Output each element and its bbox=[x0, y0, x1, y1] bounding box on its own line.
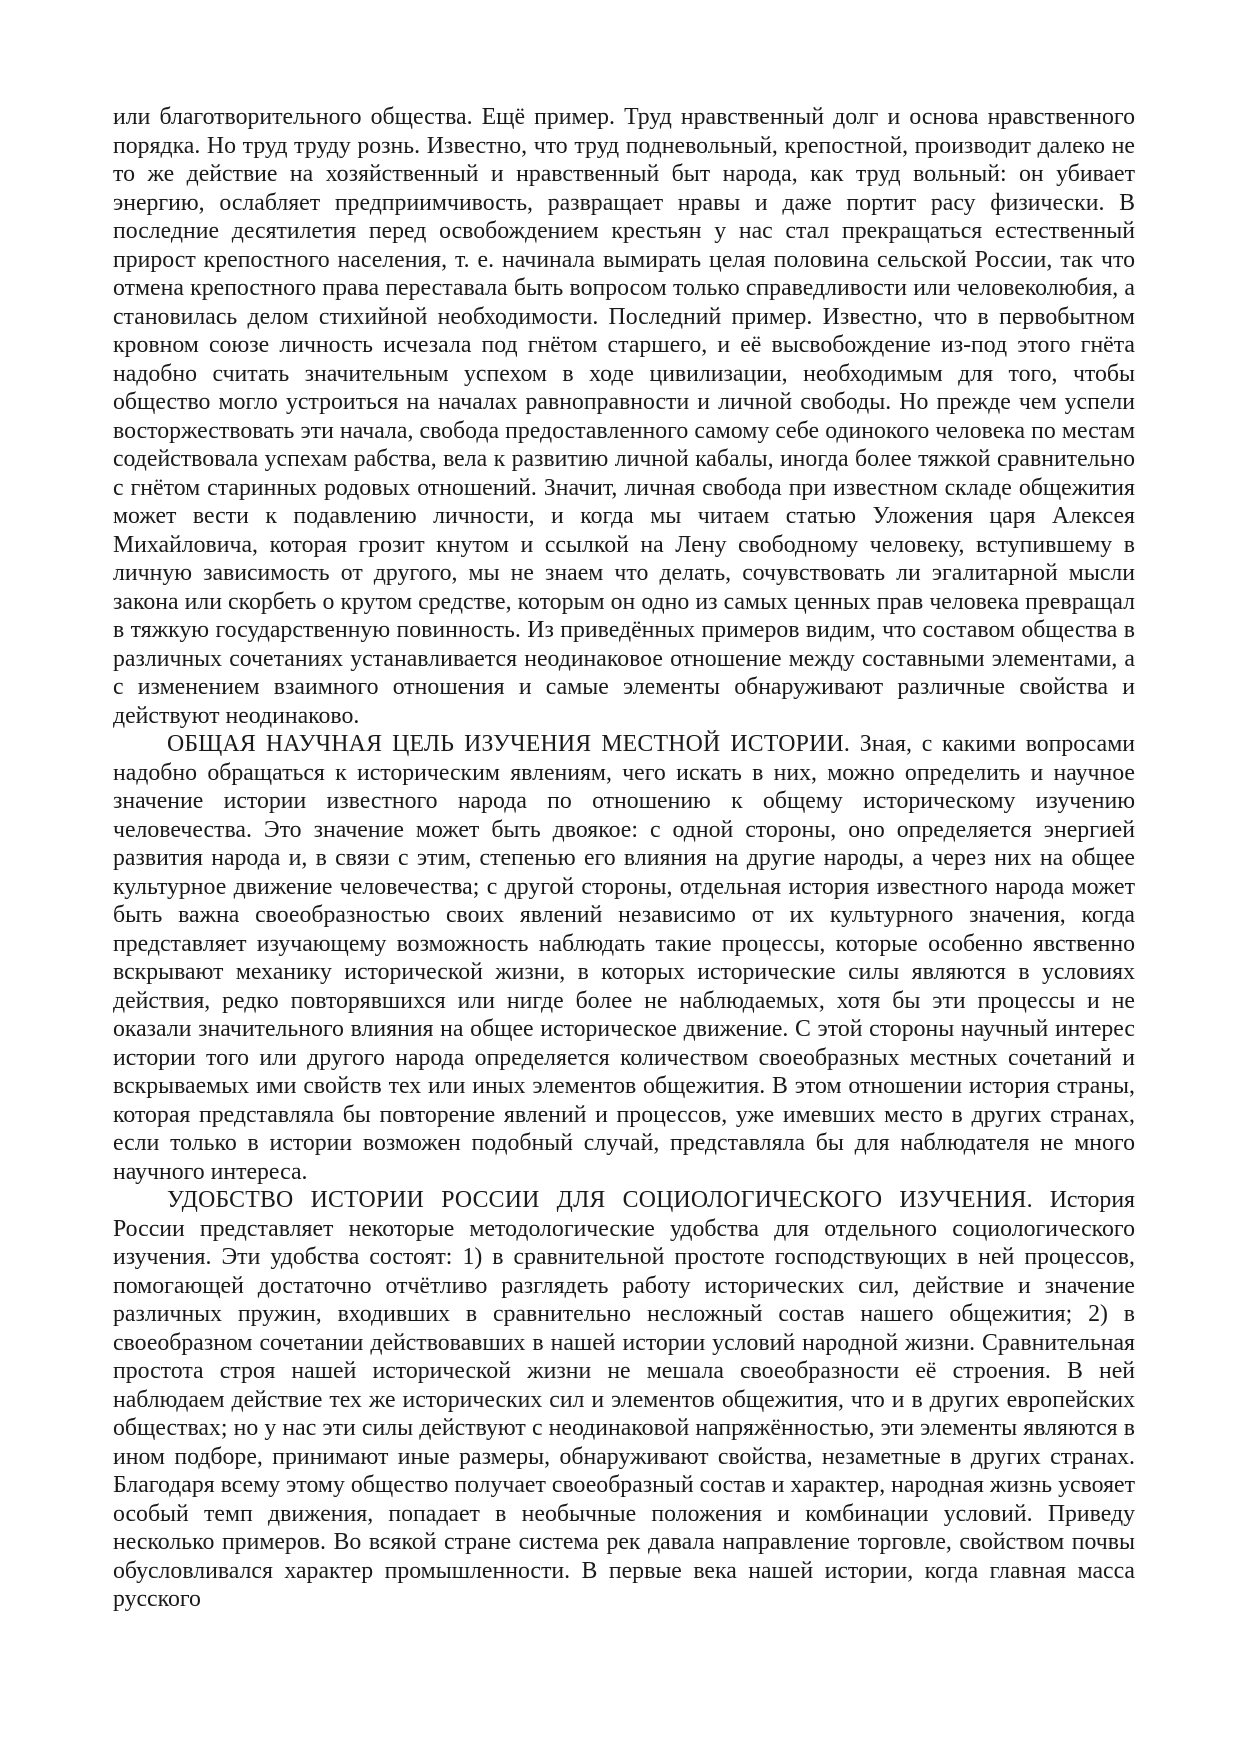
section-heading-local-history: ОБЩАЯ НАУЧНАЯ ЦЕЛЬ ИЗУЧЕНИЯ МЕСТНОЙ ИСТОРИИ. bbox=[167, 731, 850, 757]
paragraph-2-text: Зная, с какими вопросами надобно обращаться к историческим явлениям, чего искать в них, можно определить и научное значение истории известного народа по отношению к общему историческому изучению человечества. Это значение может быть двоякое: с одной стороны, оно определяется энергией развития народа и, в связи с этим, степенью его влияния на другие народы, а через них на общее культурное движение человечества; с другой стороны, отдельная история известного народа может быть важна своеобразностью своих явлений независимо от их культурного значения, когда представляет изучающему возможность наблюдать такие процессы, которые особенно явственно вскрывают механику исторической жизни, в которых исторические силы являются в условиях действия, редко повторявшихся или нигде более не наблюдаемых, хотя бы эти процессы и не оказали значительного влияния на общее историческое движение. С этой стороны научный интерес истории того или другого народа определяется количеством своеобразных местных сочетаний и вскрываемых ими свойств тех или иных элементов общежития. В этом отношении история страны, которая представляла бы повторение явлений и процессов, уже имевших место в других странах, если только в истории возможен подобный случай, представляла бы для наблюдателя не много научного интереса. bbox=[113, 731, 1135, 1185]
paragraph-1-text: или благотворительного общества. Ещё пример. Труд нравственный долг и основа нравственного порядка. Но труд труду рознь. Известно, что труд подневольный, крепостной, производит далеко не то же действие на хозяйственный и нравственный быт народа, как труд вольный: он убивает энергию, ослабляет предприимчивость, развращает нравы и даже портит расу физически. В последние десятилетия перед освобождением крестьян у нас стал прекращаться естественный прирост крепостного населения, т. е. начинала вымирать целая половина сельской России, так что отмена крепостного права переставала быть вопросом только справедливости или человеколюбия, а становилась делом стихийной необходимости. Последний пример. Известно, что в первобытном кровном союзе личность исчезала под гнётом старшего, и её высвобождение из-под этого гнёта надобно считать значительным успехом в ходе цивилизации, необходимым для того, чтобы общество могло устроиться на началах равноправности и личной свободы. Но прежде чем успели восторжествовать эти начала, свобода предоставленного самому себе одинокого человека по местам содействовала успехам рабства, вела к развитию личной кабалы, иногда более тяжкой сравнительно с гнётом старинных родовых отношений. Значит, личная свобода при известном складе общежития может вести к подавлению личности, и когда мы читаем статью Уложения царя Алексея Михайловича, которая грозит кнутом и ссылкой на Лену свободному человеку, вступившему в личную зависимость от другого, мы не знаем что делать, сочувствовать ли эгалитарной мысли закона или скорбеть о крутом средстве, которым он одно из самых ценных прав человека превращал в тяжкую государственную повинность. Из приведённых примеров видим, что составом общества в различных сочетаниях устанавливается неодинаковое отношение между составными элементами, а с изменением взаимного отношения и самые элементы обнаруживают различные свойства и действуют неодинаково. bbox=[113, 104, 1135, 729]
paragraph-2 bbox=[113, 730, 1135, 1186]
document-page bbox=[113, 103, 1135, 1723]
paragraph-1 bbox=[113, 103, 1135, 730]
section-heading-russian-history: УДОБСТВО ИСТОРИИ РОССИИ ДЛЯ СОЦИОЛОГИЧЕСКОГО ИЗУЧЕНИЯ. bbox=[167, 1187, 1033, 1213]
paragraph-3 bbox=[113, 1186, 1135, 1614]
paragraph-3-text: История России представляет некоторые методологические удобства для отдельного социологического изучения. Эти удобства состоят: 1) в сравнительной простоте господствующих в ней процессов, помогающей достаточно отчётливо разглядеть работу исторических сил, действие и значение различных пружин, входивших в сравнительно несложный состав нашего общежития; 2) в своеобразном сочетании действовавших в нашей истории условий народной жизни. Сравнительная простота строя нашей исторической жизни не мешала своеобразности её строения. В ней наблюдаем действие тех же исторических сил и элементов общежития, что и в других европейских обществах; но у нас эти силы действуют с неодинаковой напряжённостью, эти элементы являются в ином подборе, принимают иные размеры, обнаруживают свойства, незаметные в других странах. Благодаря всему этому общество получает своеобразный состав и характер, народная жизнь усвояет особый темп движения, попадает в необычные положения и комбинации условий. Приведу несколько примеров. Во всякой стране система рек давала направление торговле, свойством почвы обусловливался характер промышленности. В первые века нашей истории, когда главная масса русского bbox=[113, 1187, 1135, 1612]
